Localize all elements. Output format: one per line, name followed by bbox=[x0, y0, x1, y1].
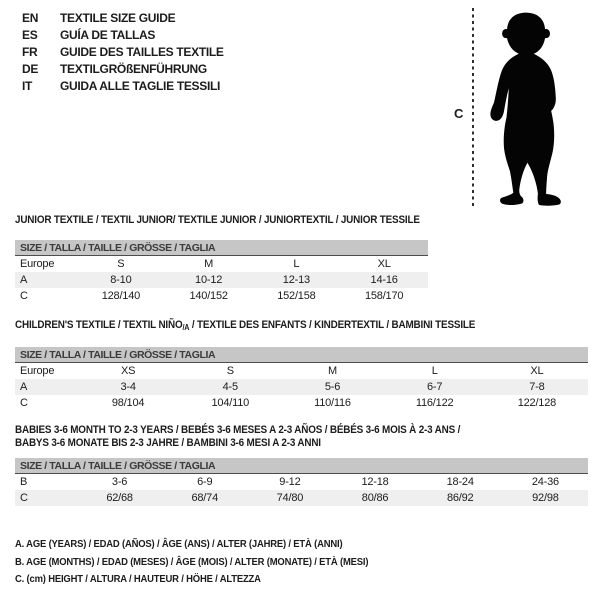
size-header-label: SIZE / TALLA / TAILLE / GRÖSSE / TAGLIA bbox=[15, 347, 588, 363]
cell: 92/98 bbox=[503, 490, 588, 506]
language-code: EN bbox=[22, 11, 39, 25]
children-size-table bbox=[15, 347, 588, 411]
footnote-a: A. AGE (YEARS) / EDAD (AÑOS) / ÂGE (ANS) / ALTER (JAHRE) / ETÀ (ANNI) bbox=[15, 538, 343, 550]
language-row-it bbox=[22, 78, 224, 95]
size-header-label: SIZE / TALLA / TAILLE / GRÖSSE / TAGLIA bbox=[15, 458, 588, 474]
children-title-subscript: /A bbox=[182, 323, 190, 332]
cell: 12-13 bbox=[253, 272, 341, 288]
children-section-title bbox=[15, 319, 531, 334]
language-row-en bbox=[22, 10, 224, 27]
language-title: GUÍA DE TALLAS bbox=[60, 28, 156, 42]
cell: 110/116 bbox=[314, 397, 351, 409]
cell: XL bbox=[530, 365, 544, 377]
cell: L bbox=[431, 365, 438, 377]
junior-section bbox=[15, 214, 428, 304]
babies-section-title bbox=[15, 424, 531, 450]
cell: 86/92 bbox=[418, 490, 503, 506]
cell: 116/122 bbox=[415, 397, 454, 409]
cell: 4-5 bbox=[179, 379, 281, 395]
cell: S bbox=[117, 258, 125, 270]
children-section bbox=[15, 319, 588, 411]
table-row-height bbox=[15, 490, 588, 506]
babies-section bbox=[15, 424, 588, 506]
cell: 128/140 bbox=[101, 290, 141, 302]
cell: XS bbox=[120, 365, 136, 377]
cell: 122/128 bbox=[517, 397, 557, 409]
language-code: ES bbox=[22, 28, 38, 42]
row-label: A bbox=[15, 379, 77, 395]
row-label: B bbox=[20, 476, 28, 488]
table-row-height bbox=[15, 288, 428, 304]
cell: 80/86 bbox=[332, 490, 417, 506]
language-row-es bbox=[22, 27, 224, 44]
babies-size-table bbox=[15, 458, 588, 506]
cell: 8-10 bbox=[77, 272, 165, 288]
babies-title-line2: BABYS 3-6 MONATE BIS 2-3 JAHRE / BAMBINI 3-6 MESI A 2-3 ANNI bbox=[15, 437, 321, 449]
children-title-part1: CHILDREN'S TEXTILE / TEXTIL NIÑO bbox=[15, 319, 183, 331]
cell: 62/68 bbox=[77, 490, 162, 506]
cell: XL bbox=[377, 258, 391, 270]
table-row-age bbox=[15, 379, 588, 395]
cell: 152/158 bbox=[277, 290, 316, 302]
junior-section-title: JUNIOR TEXTILE / TEXTIL JUNIOR/ TEXTILE JUNIOR / JUNIORTEXTIL / JUNIOR TESSILE bbox=[15, 214, 420, 226]
table-row-europe bbox=[15, 256, 428, 273]
size-header-row bbox=[15, 240, 428, 256]
row-label: A bbox=[15, 272, 77, 288]
row-label: C bbox=[15, 490, 77, 506]
language-title: GUIDA ALLE TAGLIE TESSILI bbox=[60, 79, 221, 93]
table-row-age bbox=[15, 272, 428, 288]
cell: L bbox=[293, 258, 300, 270]
language-row-fr bbox=[22, 44, 224, 61]
row-label: C bbox=[20, 397, 28, 409]
cell: 74/80 bbox=[247, 490, 332, 506]
height-measure-dashed-line bbox=[472, 8, 474, 206]
cell: 3-6 bbox=[111, 476, 128, 488]
cell: 68/74 bbox=[162, 490, 247, 506]
baby-silhouette-icon bbox=[482, 8, 570, 207]
cell: 6-9 bbox=[197, 476, 213, 488]
height-measure-label: C bbox=[454, 106, 464, 121]
cell: 6-7 bbox=[384, 379, 486, 395]
cell: M bbox=[204, 258, 214, 270]
cell: 158/170 bbox=[364, 290, 404, 302]
footnotes bbox=[15, 536, 408, 589]
cell: 5-6 bbox=[281, 379, 383, 395]
cell: 14-16 bbox=[340, 272, 428, 288]
cell: 7-8 bbox=[486, 379, 588, 395]
size-header-row bbox=[15, 347, 588, 363]
children-title-part2: / TEXTILE DES ENFANTS / KINDERTEXTIL / BAMBINI TESSILE bbox=[189, 319, 476, 331]
cell: 104/110 bbox=[211, 397, 250, 409]
size-header-label: SIZE / TALLA / TAILLE / GRÖSSE / TAGLIA bbox=[15, 240, 428, 256]
cell: S bbox=[226, 365, 234, 377]
language-list bbox=[22, 10, 224, 95]
row-label: Europe bbox=[20, 365, 55, 377]
cell: 10-12 bbox=[165, 272, 253, 288]
row-label: C bbox=[20, 290, 28, 302]
babies-title-line1: BABIES 3-6 MONTH TO 2-3 YEARS / BEBÉS 3-6 MESES A 2-3 AÑOS / BÉBÉS 3-6 MOIS À 2-3 ANS / bbox=[15, 424, 461, 436]
language-row-de bbox=[22, 61, 224, 78]
cell: M bbox=[327, 365, 337, 377]
junior-size-table bbox=[15, 240, 428, 304]
language-code: FR bbox=[22, 45, 38, 59]
cell: 3-4 bbox=[77, 379, 179, 395]
footnote-c: C. (cm) HEIGHT / ALTURA / HAUTEUR / HÖHE / ALTEZZA bbox=[15, 573, 261, 585]
row-label: Europe bbox=[20, 258, 55, 270]
table-row-europe bbox=[15, 363, 588, 380]
size-header-row bbox=[15, 458, 588, 474]
language-title: GUIDE DES TAILLES TEXTILE bbox=[60, 45, 224, 59]
cell: 98/104 bbox=[111, 397, 145, 409]
table-row-height bbox=[15, 395, 588, 411]
language-title: TEXTILE SIZE GUIDE bbox=[60, 11, 176, 25]
language-code: DE bbox=[22, 62, 39, 76]
cell: 140/152 bbox=[189, 290, 228, 302]
cell: 12-18 bbox=[361, 476, 389, 488]
cell: 9-12 bbox=[279, 476, 301, 488]
footnote-b: B. AGE (MONTHS) / EDAD (MESES) / ÂGE (MOIS) / ALTER (MONATE) / ETÀ (MESI) bbox=[15, 555, 369, 568]
cell: 24-36 bbox=[531, 476, 559, 488]
language-title: TEXTILGRÖßENFÜHRUNG bbox=[60, 62, 207, 76]
language-code: IT bbox=[22, 79, 33, 93]
cell: 18-24 bbox=[446, 476, 474, 488]
table-row-months bbox=[15, 474, 588, 491]
